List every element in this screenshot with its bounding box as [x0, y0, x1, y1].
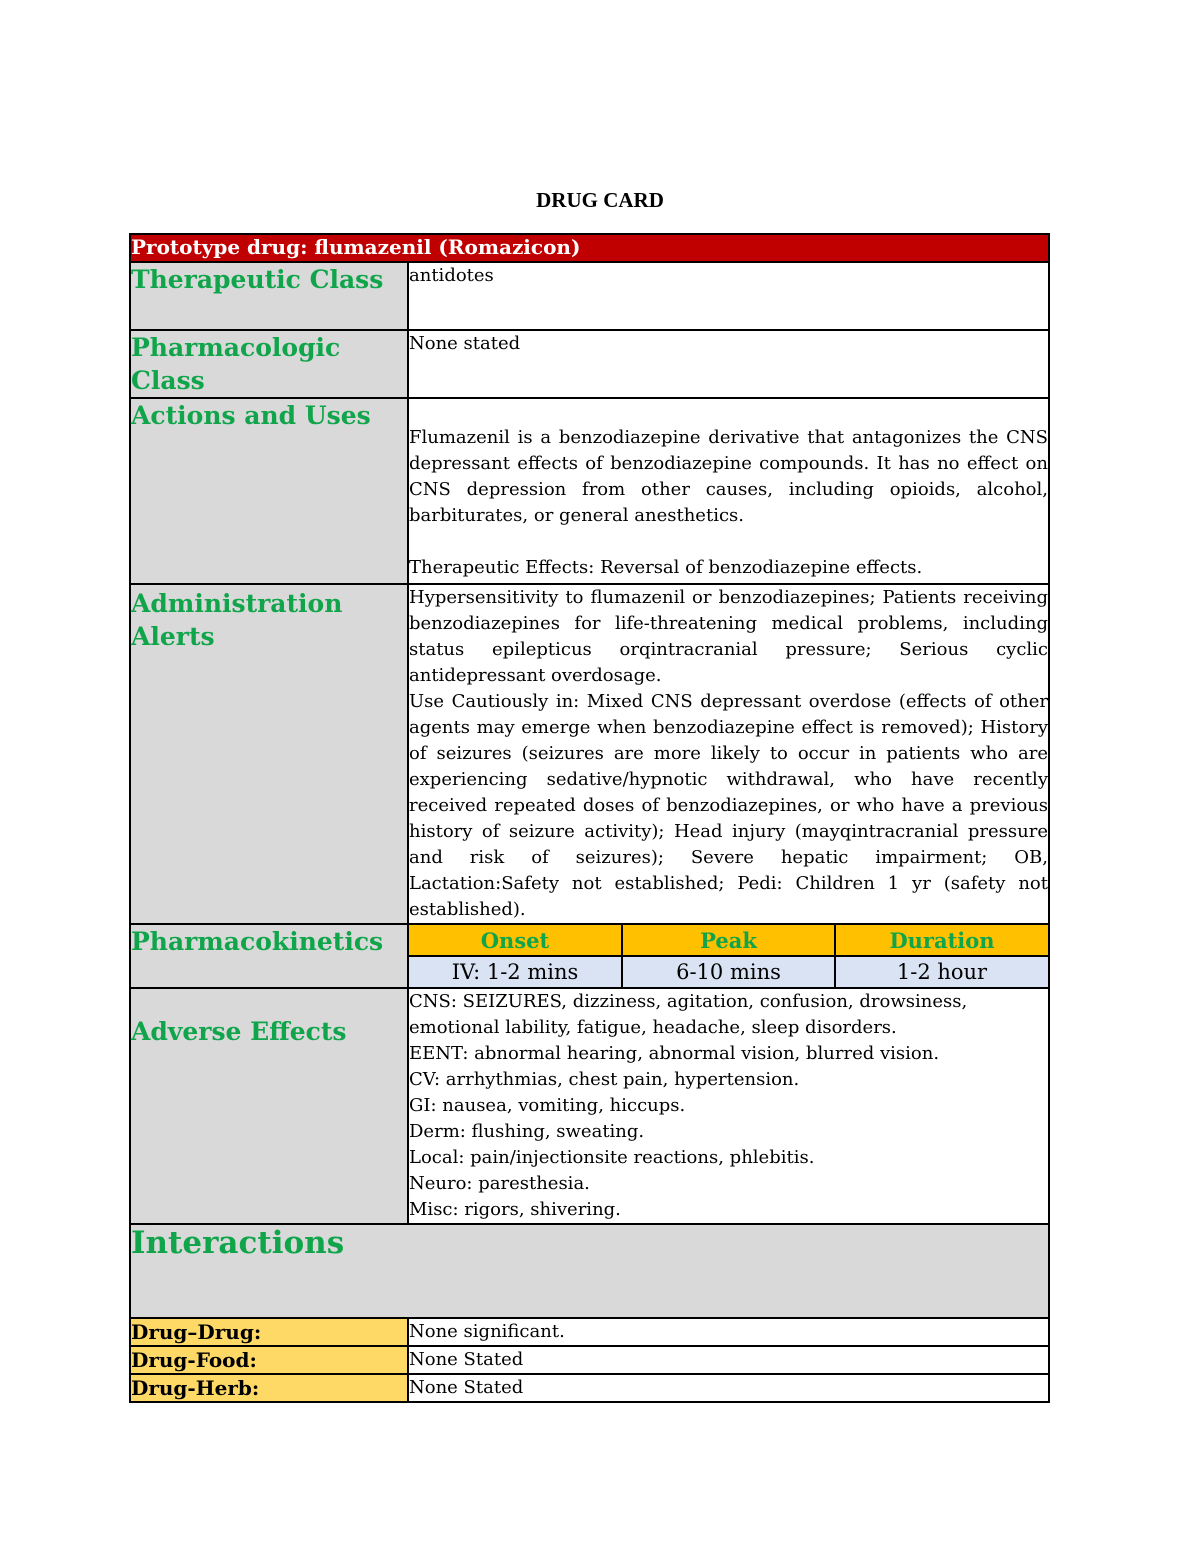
pharmacokinetics-label: Pharmacokinetics: [130, 924, 408, 988]
prototype-drug: Prototype drug: flumazenil (Romazicon): [130, 234, 1049, 262]
adverse-effects-row: [130, 988, 1049, 1224]
administration-alerts-label: Administration Alerts: [130, 584, 408, 924]
drug-herb-value: None Stated: [408, 1374, 1049, 1402]
drug-food-value: None Stated: [408, 1346, 1049, 1374]
adverse-line-misc: Misc: rigors, shivering.: [409, 1199, 621, 1220]
pk-onset-value: IV: 1-2 mins: [409, 956, 622, 987]
pk-onset-header: Onset: [409, 925, 622, 956]
pk-header-row: [409, 925, 1048, 956]
adverse-effects-label: Adverse Effects: [130, 988, 408, 1224]
pharmacologic-class-label: Pharmacologic Class: [130, 330, 408, 398]
adverse-line-cv: CV: arrhythmias, chest pain, hypertension.: [409, 1069, 800, 1090]
cautions-text: Use Cautiously in: Mixed CNS depressant overdose (effects of other agents may emerge when benzodiazepine effect is removed); History of seizures (seizures are more likely to occur in patients who are experiencing sedative/hypnotic withdrawal, who have recently received repeated doses of benzodiazepines, or who have a previous history of seizure activity); Head injury (mayqintracranial pressure and risk of seizures); Severe hepatic impairment; OB, Lactation:Safety not established; Pedi: Children 1 yr (safety not established).: [409, 691, 1048, 920]
interaction-row: [130, 1374, 1049, 1402]
therapeutic-class-label: Therapeutic Class: [130, 262, 408, 330]
adverse-line-local: Local: pain/injectionsite reactions, phlebitis.: [409, 1147, 815, 1168]
pk-duration-value: 1-2 hour: [835, 956, 1048, 987]
drug-herb-label: Drug-Herb:: [130, 1374, 408, 1402]
actions-uses-row: [130, 398, 1049, 584]
interaction-row: [130, 1346, 1049, 1374]
pharmacokinetics-grid: [408, 924, 1049, 988]
pharmacokinetics-table: [409, 925, 1048, 987]
pk-peak-header: Peak: [622, 925, 835, 956]
adverse-line-neuro: Neuro: paresthesia.: [409, 1173, 590, 1194]
pk-peak-value: 6-10 mins: [622, 956, 835, 987]
interactions-row: [130, 1224, 1049, 1318]
actions-paragraph: Flumazenil is a benzodiazepine derivative that antagonizes the CNS depressant effects of benzodiazepine compounds. It has no effect on CNS depression from other causes, including opioids, alcohol, barbiturates, or general anesthetics.: [409, 427, 1048, 526]
drug-food-label: Drug-Food:: [130, 1346, 408, 1374]
pk-duration-header: Duration: [835, 925, 1048, 956]
drug-drug-label: Drug–Drug:: [130, 1318, 408, 1346]
pharmacologic-class-row: [130, 330, 1049, 398]
administration-alerts-value: [408, 584, 1049, 924]
document-title: DRUG CARD: [536, 188, 664, 212]
therapeutic-class-value: antidotes: [408, 262, 1049, 330]
pk-value-row: [409, 956, 1048, 987]
adverse-line-cns: CNS: SEIZURES, dizziness, agitation, confusion, drowsiness, emotional lability, fatigue, headache, sleep disorders.: [409, 991, 968, 1038]
adverse-line-gi: GI: nausea, vomiting, hiccups.: [409, 1095, 686, 1116]
therapeutic-class-row: [130, 262, 1049, 330]
prototype-row: [130, 234, 1049, 262]
contraindications-text: Hypersensitivity to flumazenil or benzodiazepines; Patients receiving benzodiazepines for life-threatening medical problems, including status epilepticus orqintracranial pressure; Serious cyclic antidepressant overdosage.: [409, 587, 1048, 686]
administration-alerts-row: [130, 584, 1049, 924]
interactions-heading: Interactions: [130, 1224, 1049, 1318]
pharmacokinetics-row: [130, 924, 1049, 988]
pharmacologic-class-value: None stated: [408, 330, 1049, 398]
adverse-line-derm: Derm: flushing, sweating.: [409, 1121, 645, 1142]
interaction-row: [130, 1318, 1049, 1346]
drug-card-table: [129, 233, 1050, 1403]
adverse-effects-value: [408, 988, 1049, 1224]
drug-drug-value: None significant.: [408, 1318, 1049, 1346]
actions-uses-value: [408, 398, 1049, 584]
adverse-line-eent: EENT: abnormal hearing, abnormal vision, blurred vision.: [409, 1043, 940, 1064]
therapeutic-effects: Therapeutic Effects: Reversal of benzodiazepine effects.: [409, 557, 923, 578]
actions-uses-label: Actions and Uses: [130, 398, 408, 584]
